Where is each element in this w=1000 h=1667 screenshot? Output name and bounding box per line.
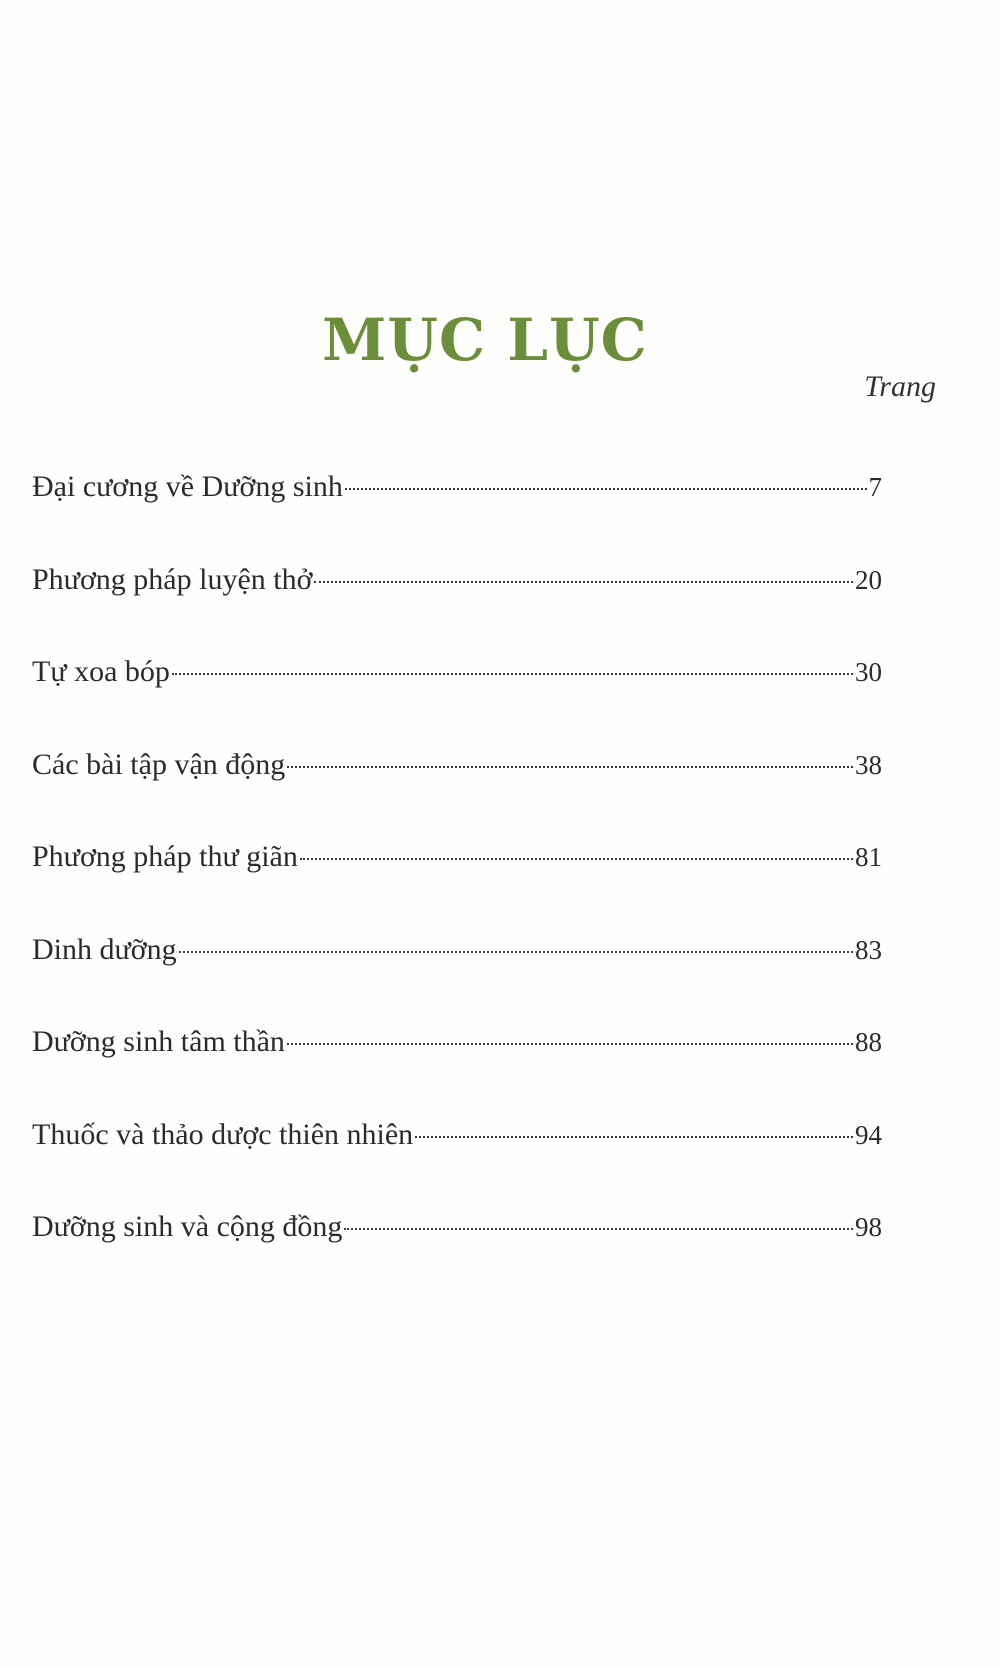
toc-entry-page: 98 <box>855 1212 882 1242</box>
toc-entry-page: 94 <box>855 1119 882 1150</box>
table-of-contents <box>32 470 882 1303</box>
dot-leader <box>344 1228 853 1230</box>
toc-entry-label: Các bài tập vận động <box>32 747 286 781</box>
toc-entry <box>32 470 882 563</box>
dot-leader <box>345 488 867 490</box>
toc-entry-page: 7 <box>868 472 882 502</box>
toc-entry-label: Đại cương về Dưỡng sinh <box>32 470 343 503</box>
dot-leader <box>314 581 853 583</box>
toc-entry-label: Phương pháp luyện thở <box>32 562 313 596</box>
toc-entry <box>32 1118 882 1211</box>
toc-entry-label: Dưỡng sinh tâm thần <box>32 1025 285 1058</box>
dot-leader <box>287 1043 853 1045</box>
dot-leader <box>287 766 853 768</box>
toc-entry <box>32 933 882 1026</box>
dot-leader <box>179 951 853 953</box>
toc-entry-label: Dưỡng sinh và cộng đồng <box>32 1210 343 1243</box>
toc-entry-page: 30 <box>855 657 882 687</box>
toc-entry <box>32 655 882 748</box>
toc-entry-page: 38 <box>855 749 882 780</box>
dot-leader <box>300 858 853 860</box>
toc-entry <box>32 1210 882 1303</box>
toc-entry-page: 20 <box>855 564 882 595</box>
toc-entry-page: 81 <box>855 842 882 872</box>
page-number-column-label: Trang <box>864 370 936 403</box>
toc-entry-page: 88 <box>855 1027 882 1057</box>
toc-entry-label: Dinh dưỡng <box>32 932 177 966</box>
toc-entry <box>32 748 882 841</box>
toc-entry-label: Tự xoa bóp <box>32 655 170 688</box>
dot-leader <box>172 673 853 675</box>
dot-leader <box>415 1136 853 1138</box>
toc-entry <box>32 563 882 656</box>
toc-entry-label: Phương pháp thư giãn <box>32 840 298 873</box>
toc-entry <box>32 840 882 933</box>
page-title: MỤC LỤC <box>322 305 648 374</box>
toc-entry-label: Thuốc và thảo dược thiên nhiên <box>32 1117 414 1151</box>
toc-entry-page: 83 <box>855 934 882 965</box>
toc-entry <box>32 1025 882 1118</box>
